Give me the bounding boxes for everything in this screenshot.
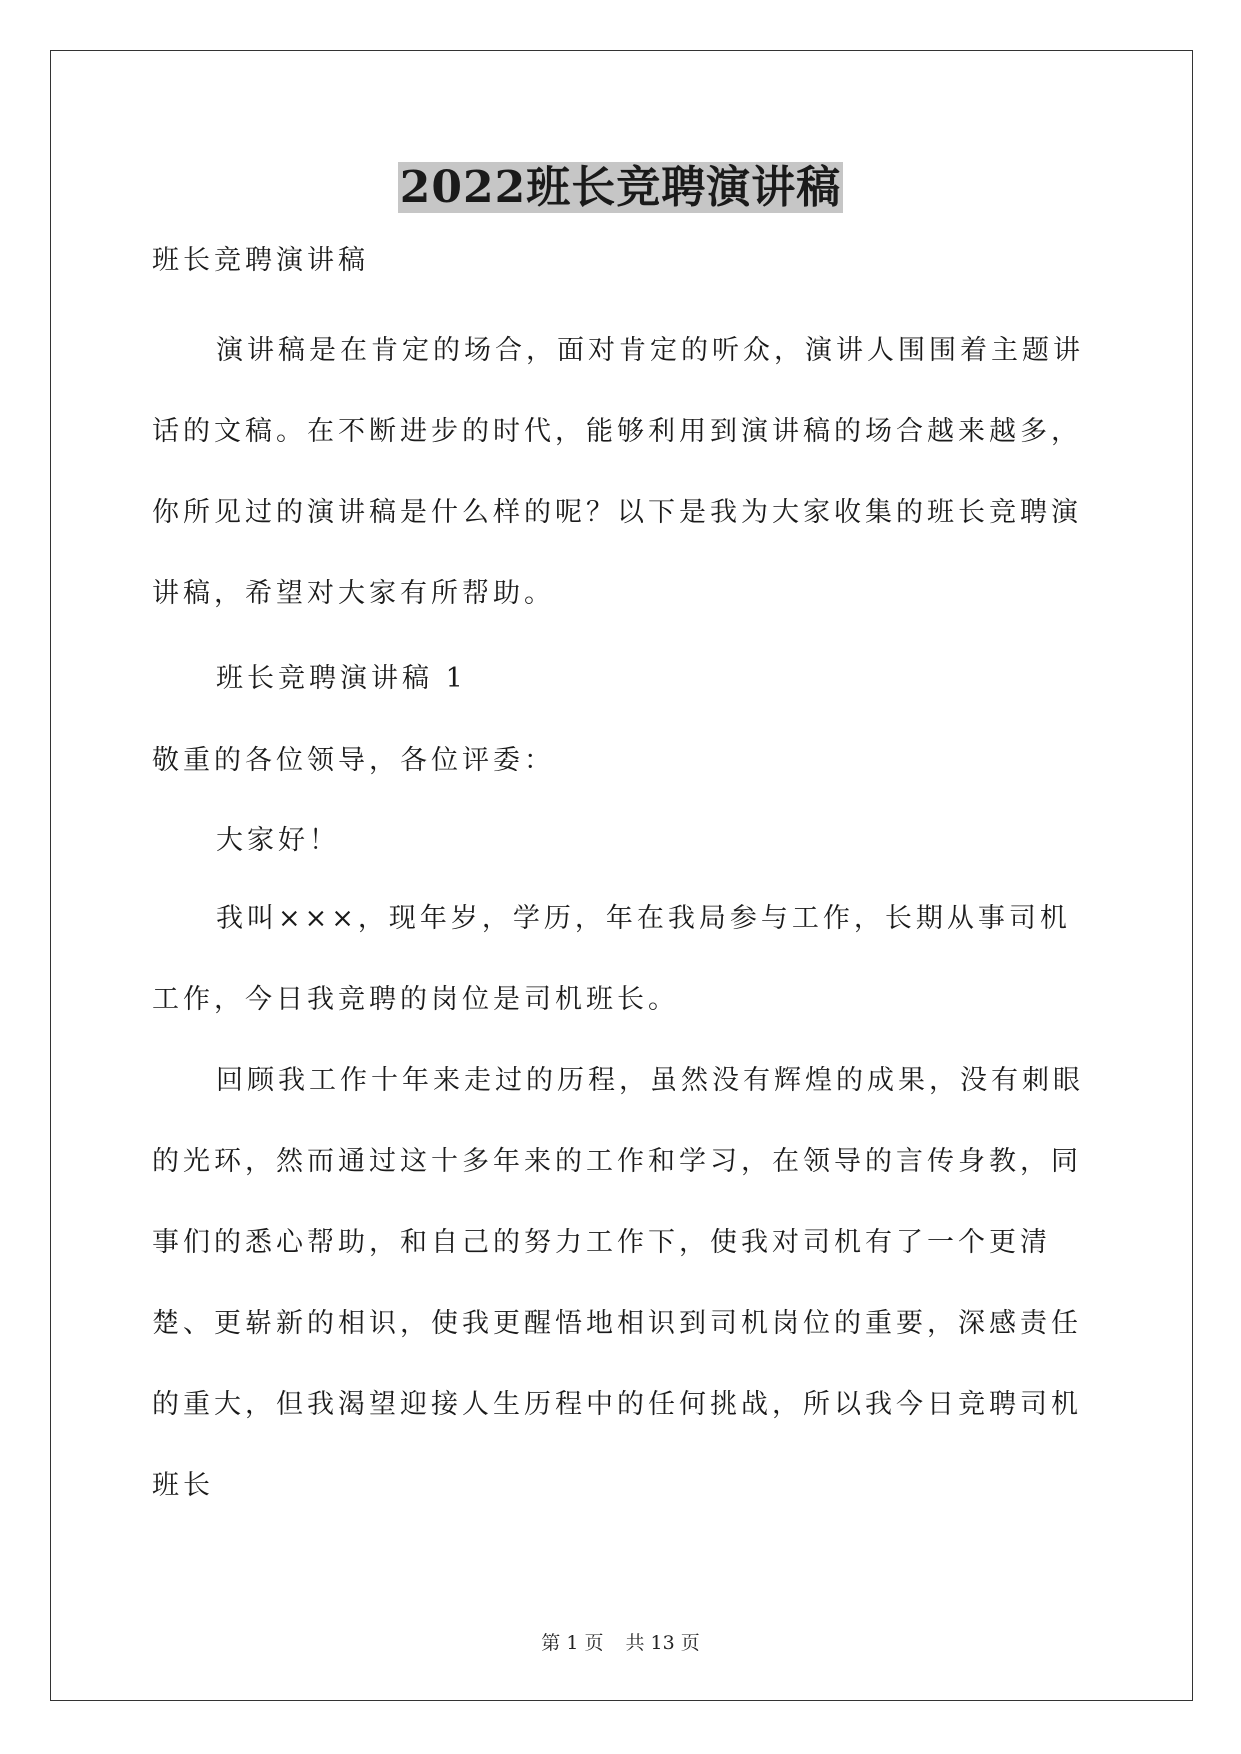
document-subtitle: 班长竞聘演讲稿 — [152, 245, 369, 276]
intro-paragraph: 演讲稿是在肯定的场合，面对肯定的听众，演讲人围围着主题讲话的文稿。在不断进步的时代，能够利用到演讲稿的场合越来越多，你所见过的演讲稿是什么样的呢？以下是我为大家收集的班长竞聘演讲稿，希望对大家有所帮助。 — [152, 335, 1084, 609]
section-heading: 班长竞聘演讲稿 1 — [216, 663, 467, 694]
page-total: 共 13 页 — [625, 1632, 700, 1654]
greeting: 大家好！ — [216, 825, 340, 856]
page-footer — [0, 1631, 1241, 1655]
salutation: 敬重的各位领导，各位评委： — [152, 745, 555, 776]
document-title-text: 2022班长竞聘演讲稿 — [399, 162, 842, 213]
paragraph-2: 回顾我工作十年来走过的历程，虽然没有辉煌的成果，没有刺眼的光环，然而通过这十多年来的工作和学习，在领导的言传身教，同事们的悉心帮助，和自己的努力工作下，使我对司机有了一个更清楚、更崭新的相识，使我更醒悟地相识到司机岗位的重要，深感责任的重大，但我渴望迎接人生历程中的任何挑战，所以我今日竞聘司机班长 — [152, 1065, 1084, 1501]
page-number: 第 1 页 — [541, 1632, 604, 1654]
paragraph-1: 我叫×××，现年岁，学历，年在我局参与工作，长期从事司机工作，今日我竞聘的岗位是司机班长。 — [152, 903, 1071, 1015]
document-title — [0, 160, 1241, 216]
